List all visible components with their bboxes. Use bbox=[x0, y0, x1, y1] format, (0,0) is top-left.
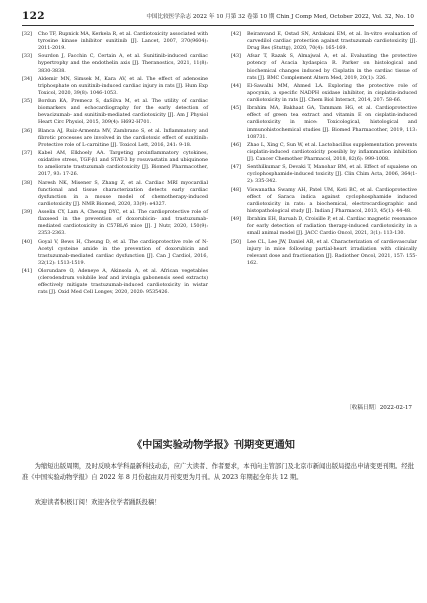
reference-text: Senthilkumar S, Devaki T, Manohar BM, et al. Effect of squalene on cyclophosphamide-induced toxicity [J]. Clin Chim Acta, 2006, 364(1-2): 335-342. bbox=[247, 164, 417, 185]
reference-item bbox=[22, 53, 208, 74]
reference-number: [39] bbox=[22, 209, 32, 216]
reference-item bbox=[22, 239, 208, 267]
reference-text: Beiranvand E, Ostad SN, Ardakani EM, et al. In-vitro evaluation of carvedilol cardiac protection against trastuzumab cardiotoxicity [J]. Drug Res (Stuttg), 2020, 70(4): 165-169. bbox=[247, 31, 417, 52]
header-rule bbox=[22, 25, 414, 26]
reference-number: [48] bbox=[231, 186, 241, 193]
reference-text: Naresh NK, Misener S, Zhang Z, et al. Cardiac MRI myocardial functional and tissue characterization detects early cardiac dysfunction in a mouse model of chemotherapy-induced cardiotoxicity [J]. NMR Biomed, 2020, 33(9): e4327. bbox=[38, 179, 208, 207]
reference-item bbox=[22, 128, 208, 149]
reference-item bbox=[231, 239, 417, 267]
reference-text: Viswanatha Swamy AH, Patel UM, Koti BC, et al. Cardioprotective effect of Saraca indica against cyclophosphamide induced cardiotoxicity in rats: a biochemical, electrocardiographic and histopathological study [J]. Indian J Pharmacol, 2013, 45(1): 44-48. bbox=[247, 186, 417, 214]
reference-item bbox=[231, 142, 417, 163]
page-header bbox=[22, 10, 414, 24]
reference-item bbox=[231, 31, 417, 52]
reference-text: Blanca AJ, Ruiz-Armenta MV, Zambrano S, et al. Inflammatory and fibrotic processes are involved in the cardiotoxic effect of sunitinib: Protective role of L-carnitine [J]. Toxicol Lett, 2016, 241: 9-18. bbox=[38, 127, 208, 148]
reference-text: Bordun KA, Premecz S, daSilva M, et al. The utility of cardiac biomarkers and echocardiography for the early detection of bevacizumab- and sunitinib-mediated cardiotoxicity [J]. Am J Physiol Heart Circ Physiol, 2015, 309(4): H692-H701. bbox=[38, 98, 208, 126]
reference-item bbox=[22, 209, 208, 237]
reference-number: [42] bbox=[231, 31, 241, 37]
reference-number: [36] bbox=[22, 127, 32, 134]
notice-closing: 欢迎读者积极订阅！欢迎各位学者踊跃投稿！ bbox=[34, 499, 161, 506]
notice-title: 《中国实验动物学报》刊期变更通知 bbox=[132, 439, 295, 451]
reference-text: Afsar T, Razak S, Almajwal A, et al. Evaluating the protective potency of Acacia hydaspica R. Parker on histological and biochemical changes induced by Cisplatin in the cardiac tissue of rats [J]. BMC Complement Altern Med, 2019, 20(1): 326. bbox=[247, 53, 417, 81]
reference-text: Ibrahim MA, Bakhaat GA, Tammam HG, et al. Cardioprotective effect of green tea extract and vitamin E on cisplatin-induced cardiotoxicity in mice: Toxicological, histological and immunohistochemical studies [J]. Biomed Pharmacother, 2019, 113: 108731. bbox=[247, 105, 417, 140]
reference-item bbox=[231, 53, 417, 81]
reference-number: [43] bbox=[231, 53, 241, 60]
references-right-column bbox=[231, 31, 417, 268]
reference-number: [32] bbox=[22, 31, 32, 37]
reference-item bbox=[22, 180, 208, 208]
reference-item bbox=[231, 216, 417, 237]
reference-item bbox=[231, 164, 417, 185]
reference-text: Cho TF, Rupnick MA, Kerkela R, et al. Cardiotoxicity associated with tyrosine kinase inhibitor sunitinib [J]. Lancet, 2007, 370(9604): 2011-2019. bbox=[38, 31, 208, 52]
reference-item bbox=[22, 76, 208, 97]
notice-body: 为缩短出版周期，及时反映本学科最新科技动态，应广大读者、作者要求，本刊向主管部门及北京市新闻出版局提出申请变更刊期。经批准《中国实验动物学报》自 2022 年 8 月份起由双月刊变更为月刊。从 2023 年期起全年共 12 期。 bbox=[22, 463, 414, 482]
reference-text: Aldemir MN, Simsek M, Kara AV, et al. The effect of adenosine triphosphate on sunitinib-induced cardiac injury in rats [J]. Hum Exp Toxicol, 2020, 39(8): 1046-1053. bbox=[38, 75, 208, 96]
reference-number: [44] bbox=[231, 82, 241, 89]
reference-item bbox=[22, 98, 208, 126]
reference-number: [46] bbox=[231, 141, 241, 148]
reference-number: [45] bbox=[231, 105, 241, 112]
reference-item bbox=[231, 83, 417, 104]
reference-text: Olorundare O, Adeneye A, Akinsola A, et al. African vegetables (clerodendrum volubile leaf and irvingia gabonensis seed extracts) effectively mitigate trastuzumab-induced cardiotoxicity in wistar rats [J]. Oxid Med Cell Longev, 2020, 2020: 9535426. bbox=[38, 268, 208, 296]
reference-text: Kabel AM, Elkhoely AA. Targeting proinflammatory cytokines, oxidative stress, TGF-β1 and STAT-3 by rosuvastatin and ubiquinone to ameliorate trastuzumab cardiotoxicity [J]. Biomed Pharmacother, 2017, 93: 17-26. bbox=[38, 150, 208, 178]
reference-number: [37] bbox=[22, 150, 32, 157]
reference-number: [41] bbox=[22, 268, 32, 275]
reference-text: Zhao L, Xing C, Sun W, et al. Lactobacillus supplementation prevents cisplatin-induced cardiotoxicity possibly by inflammation inhibition [J]. Cancer Chemother Pharmacol, 2018, 82(6): 999-1008. bbox=[247, 141, 417, 162]
reference-number: [50] bbox=[231, 238, 241, 245]
reference-text: Goyal V, Bews H, Cheung D, et al. The cardioprotective role of N-Acetyl cysteine amide in the prevention of doxorubicin and trastuzumab-mediated cardiac dysfunction [J]. Can J Cardiol, 2016, 32(12): 1513-1519. bbox=[38, 238, 208, 266]
reference-number: [35] bbox=[22, 98, 32, 105]
reference-text: Asselin CY, Lam A, Cheung DYC, et al. The cardioprotective role of flaxseed in the prevention of doxorubicin- and trastuzumab-mediated cardiotoxicity in C57BL/6 mice [J]. J Nutr, 2020, 150(9): 2353-2363. bbox=[38, 209, 208, 237]
reference-text: Ibrahim EH, Baruah D, Croisille P, et al. Cardiac magnetic resonance for early detection of radiation therapy-induced cardiotoxicity in a small animal model [J]. JACC Cardio Oncol, 2021, 3(1): 113-130. bbox=[247, 216, 417, 237]
journal-citation-line: 中国比较医学杂志 2022 年 10 月第 32 卷第 10 期 Chin J Comp Med, October 2022, Vol. 32, No. 10 bbox=[146, 14, 414, 20]
reference-number: [47] bbox=[231, 164, 241, 171]
reference-item bbox=[22, 31, 208, 52]
reference-number: [38] bbox=[22, 179, 32, 186]
page-number: 122 bbox=[22, 10, 45, 22]
reference-text: Lee CL, Lee JW, Daniel AB, et al. Characterization of cardiovascular injury in mice following partial-heart irradiation with clinically relevant dose and fractionation [J]. Radiother Oncol, 2021, 157: 155-162. bbox=[247, 238, 417, 266]
reference-number: [49] bbox=[231, 216, 241, 223]
reference-number: [33] bbox=[22, 53, 32, 60]
reference-number: [40] bbox=[22, 238, 32, 245]
references-left-column bbox=[22, 31, 208, 298]
reference-item bbox=[231, 187, 417, 215]
reference-item bbox=[231, 105, 417, 140]
reference-item bbox=[22, 268, 208, 296]
reference-number: [34] bbox=[22, 75, 32, 82]
reference-text: Sourdon J, Facchin C, Certain A, et al. Sunitinib-induced cardiac hypertrophy and the endothelin axis [J]. Theranostics, 2021, 11(8): 3830-3838. bbox=[38, 53, 208, 74]
received-date: 〔收稿日期〕2022-02-17 bbox=[346, 405, 412, 411]
reference-text: El-Sawalhi MM, Ahmed LA. Exploring the protective role of apocynin, a specific NADPH oxidase inhibitor, in cisplatin-induced cardiotoxicity in rats [J]. Chem Biol Interact, 2014, 207: 58-66. bbox=[247, 82, 417, 104]
reference-item bbox=[22, 150, 208, 178]
